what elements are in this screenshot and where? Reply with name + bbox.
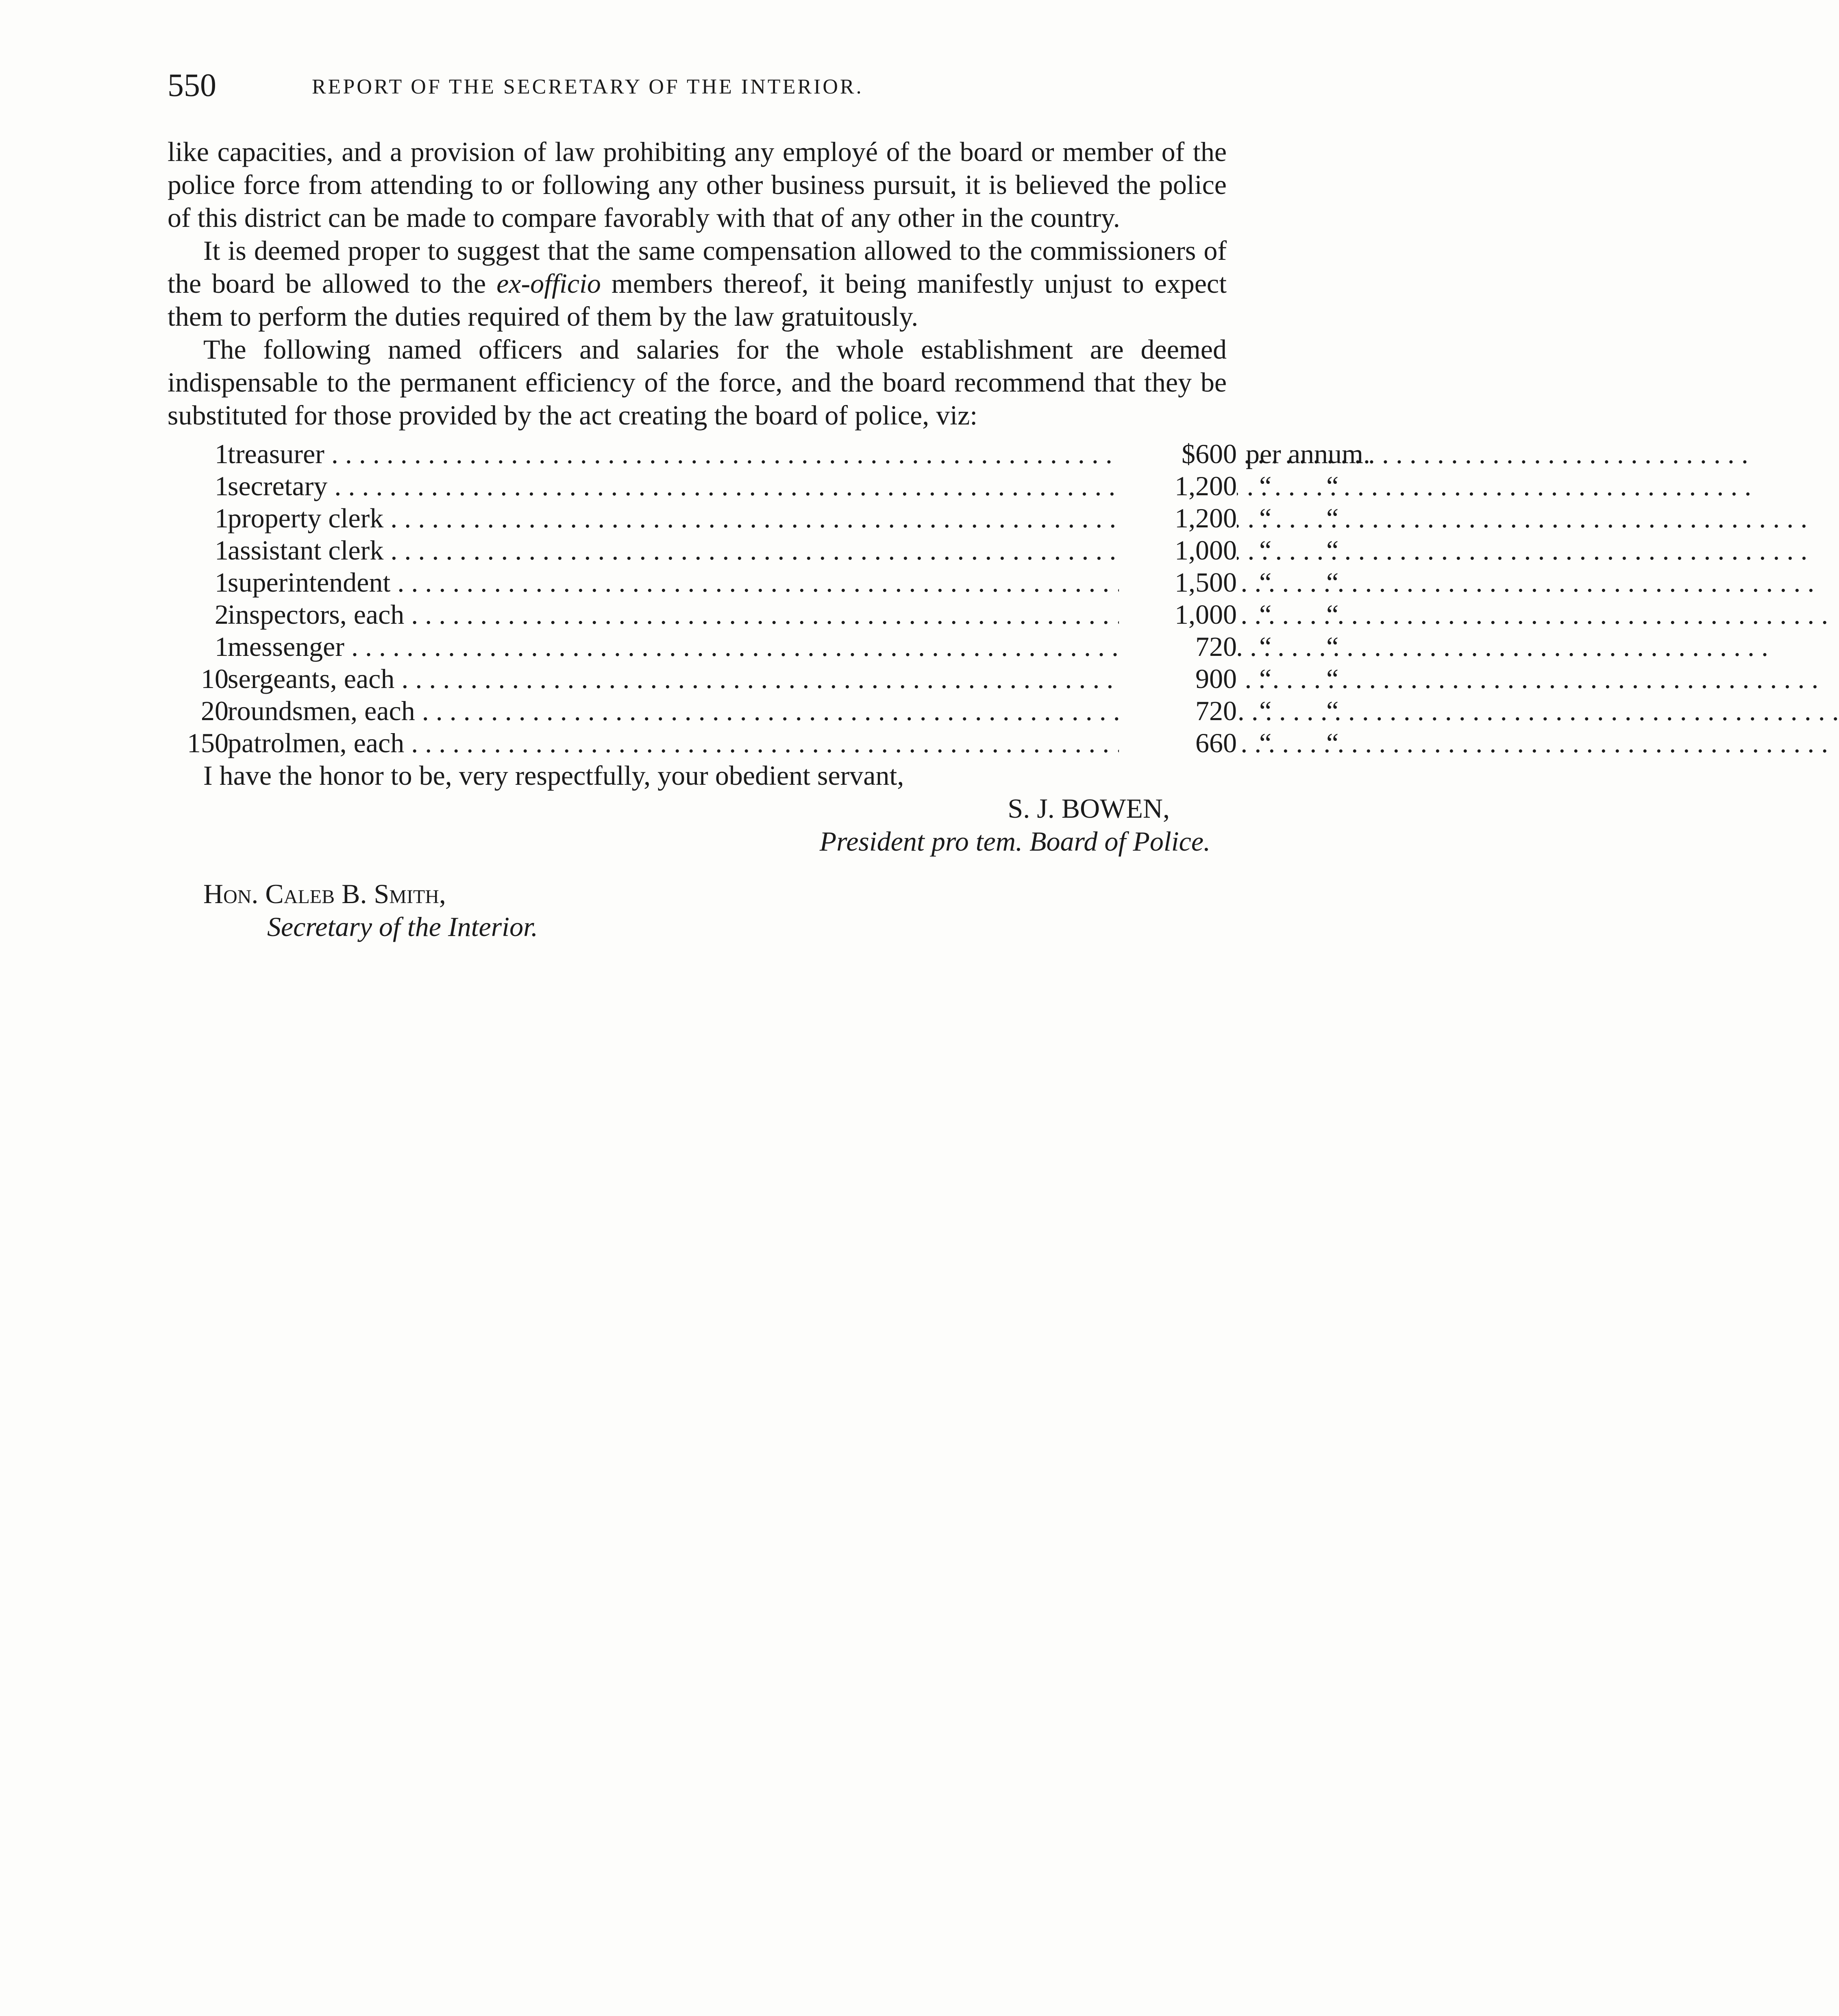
officer-title: treasurer . . . <box>228 438 1118 470</box>
ditto-mark: “ <box>1326 663 1339 694</box>
salary-amount: 1,500 <box>1119 566 1237 599</box>
page-number: 550 <box>168 67 216 103</box>
ditto-mark: “ <box>1326 695 1339 726</box>
officer-count: 10 <box>201 663 229 694</box>
officer-title: sergeants, each . . . <box>228 663 1118 695</box>
salary-row <box>168 599 1339 631</box>
salary-row <box>168 695 1339 727</box>
signature-name: S. J. BOWEN, <box>1008 793 1170 824</box>
ditto-mark: “ <box>1326 631 1339 662</box>
addressee-title: Secretary of the Interior. <box>267 911 538 942</box>
running-head-title: REPORT OF THE SECRETARY OF THE INTERIOR. <box>312 75 864 98</box>
paragraph-text: members thereof, it being manifestly unjust to expect them to perform the duties required of them by the law gratuitously. <box>168 268 1227 332</box>
officer-title: superintendent . . . <box>228 566 1118 599</box>
salary-amount: 720 <box>1119 631 1237 663</box>
addressee-name: Hon. Caleb B. Smith, <box>203 878 446 909</box>
officer-count: 1 <box>215 631 229 662</box>
salary-row <box>168 727 1339 759</box>
running-head <box>168 67 1078 104</box>
paragraph-compensation <box>168 234 1227 333</box>
officer-title: roundsmen, each . . . <box>228 695 1118 727</box>
officer-count: 1 <box>215 535 229 566</box>
ditto-mark: “ <box>1259 503 1272 533</box>
officer-count: 20 <box>201 695 229 726</box>
salary-unit: per annum. <box>1246 438 1370 469</box>
ditto-mark: “ <box>1326 727 1339 758</box>
officer-count: 150 <box>187 727 229 758</box>
officer-title: inspectors, each . . . <box>228 599 1118 631</box>
ditto-mark: “ <box>1259 663 1272 694</box>
paragraph-officers: The following named officers and salaries for the whole establishment are deemed indispensable to the permanent efficiency of the force, and the board recommend that they be substituted for those provided by the act creating the board of police, viz: <box>168 334 1227 431</box>
officer-count: 1 <box>215 567 229 598</box>
officer-count: 1 <box>215 503 229 533</box>
officer-title: secretary . . . <box>228 470 1118 502</box>
officer-count: 1 <box>215 470 229 501</box>
ditto-mark: “ <box>1259 567 1272 598</box>
closing-line: I have the honor to be, very respectfully, your obedient servant, <box>203 760 904 791</box>
officer-count: 2 <box>215 599 229 630</box>
body-text <box>168 135 1370 943</box>
salary-amount: 1,200 <box>1119 470 1237 502</box>
salary-row <box>168 566 1339 599</box>
salary-table <box>168 438 1370 759</box>
ditto-mark: “ <box>1259 695 1272 726</box>
salary-amount: $600 <box>1119 438 1237 470</box>
paragraph-continuation: like capacities, and a provision of law prohibiting any employé of the board or member of the police force from attending to or following any other business pursuit, it is believed the police of this district can be made to compare favorably with that of any other in the country. <box>168 136 1227 233</box>
ditto-mark: “ <box>1259 599 1272 630</box>
salary-row <box>168 502 1339 534</box>
signature-title: President pro tem. Board of Police. <box>819 826 1210 857</box>
salary-row <box>168 438 1370 470</box>
salary-amount: 720 <box>1119 695 1237 727</box>
paragraph-text: It is deemed proper to suggest that the same compensation allowed to the commissioners of the board be allowed to the <box>168 235 1227 299</box>
officer-title: patrolmen, each . . . <box>228 727 1118 759</box>
salary-amount: 1,200 <box>1119 502 1237 534</box>
italic-term: ex-officio <box>496 268 601 299</box>
officer-count: 1 <box>215 438 229 469</box>
ditto-mark: “ <box>1259 631 1272 662</box>
salary-amount: 660 <box>1119 727 1237 759</box>
ditto-mark: “ <box>1326 503 1339 533</box>
ditto-mark: “ <box>1326 599 1339 630</box>
ditto-mark: “ <box>1259 470 1272 501</box>
officer-title: assistant clerk . . . <box>228 534 1118 566</box>
salary-amount: 1,000 <box>1119 534 1237 566</box>
ditto-mark: “ <box>1259 727 1272 758</box>
officer-title: property clerk . . . <box>228 502 1118 534</box>
officer-title: messenger . . . <box>228 631 1118 663</box>
salary-row <box>168 631 1339 663</box>
salary-row <box>168 470 1339 502</box>
ditto-mark: “ <box>1326 567 1339 598</box>
salary-amount: 900 <box>1119 663 1237 695</box>
salary-row <box>168 534 1339 566</box>
ditto-mark: “ <box>1326 470 1339 501</box>
ditto-mark: “ <box>1326 535 1339 566</box>
salary-row <box>168 663 1339 695</box>
salary-amount: 1,000 <box>1119 599 1237 631</box>
ditto-mark: “ <box>1259 535 1272 566</box>
